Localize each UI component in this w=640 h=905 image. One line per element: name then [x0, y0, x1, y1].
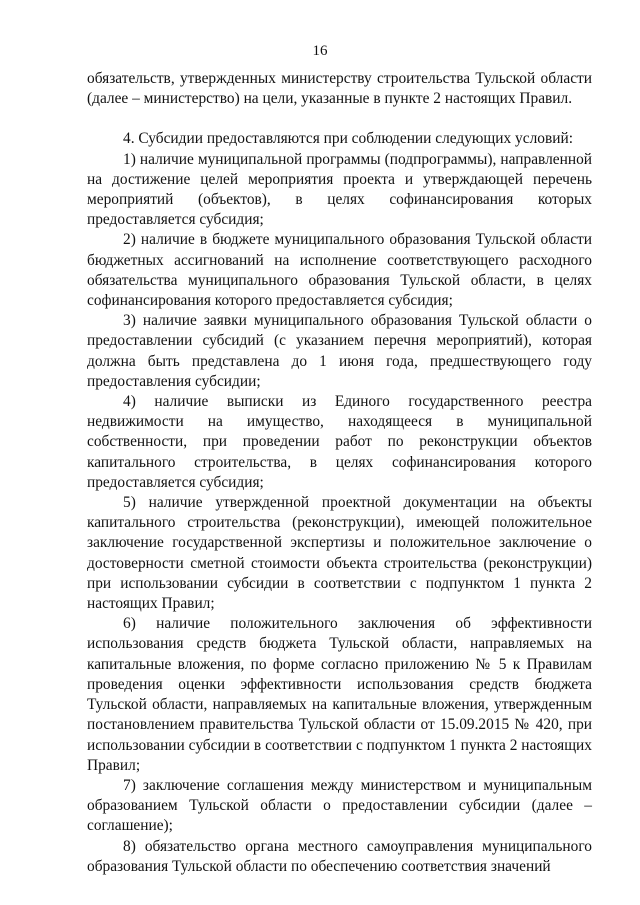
document-body — [87, 69, 592, 877]
condition-2: 2) наличие в бюджете муниципального образования Тульской области бюджетных ассигнований на исполнение соответствующего расходного обязательства муниципального образования Тульской области, в целях софинансирования которого предоставляется субсидия; — [87, 231, 592, 310]
condition-6: 6) наличие положительного заключения об эффективности использования средств бюджета Тульской области, направляемых на капитальные вложения, по форме согласно приложению № 5 к Правилам проведения оценки эффективности использования средств бюджета Тульской области, направляемых на капитальные вложения, утвержденным постановлением правительства Тульской области от 15.09.2015 № 420, при использовании субсидии в соответствии с подпунктом 1 пункта 2 настоящих Правил; — [87, 615, 592, 774]
section-heading: 4. Субсидии предоставляются при соблюдении следующих условий: — [123, 130, 573, 148]
condition-1: 1) наличие муниципальной программы (подпрограммы), направленной на достижение целей мероприятия проекта и утверждающей перечень мероприятий (объектов), в целях софинансирования которых предоставляется субсидия; — [87, 150, 592, 229]
paragraph-spacer — [87, 109, 592, 129]
condition-3: 3) наличие заявки муниципального образования Тульской области о предоставлении субсидий (с указанием перечня мероприятий), которая должна быть представлена до 1 июня года, предшествующего году предоставления субсидии; — [87, 312, 592, 390]
intro-paragraph: обязательств, утвержденных министерству строительства Тульской области (далее – министерство) на цели, указанные в пункте 2 настоящих Правил. — [87, 70, 592, 108]
condition-7: 7) заключение соглашения между министерством и муниципальным образованием Тульской области о предоставлении субсидии (далее – соглашение); — [87, 776, 592, 835]
condition-8: 8) обязательство органа местного самоуправления муниципального образования Тульской области по обеспечению соответствия значений — [87, 837, 592, 875]
page-number: 16 — [312, 43, 328, 59]
condition-5: 5) наличие утвержденной проектной документации на объекты капитального строительства (реконструкции), имеющей положительное заключение государственной экспертизы и положительное заключение о достоверности сметной стоимости объекта строительства (реконструкции) при использовании субсидии в соответствии с подпунктом 1 пункта 2 настоящих Правил; — [87, 494, 592, 613]
condition-4: 4) наличие выписки из Единого государственного реестра недвижимости на имущество, находящееся в муниципальной собственности, при проведении работ по реконструкции объектов капитального строительства, в целях софинансирования которого предоставляется субсидия; — [87, 393, 592, 491]
